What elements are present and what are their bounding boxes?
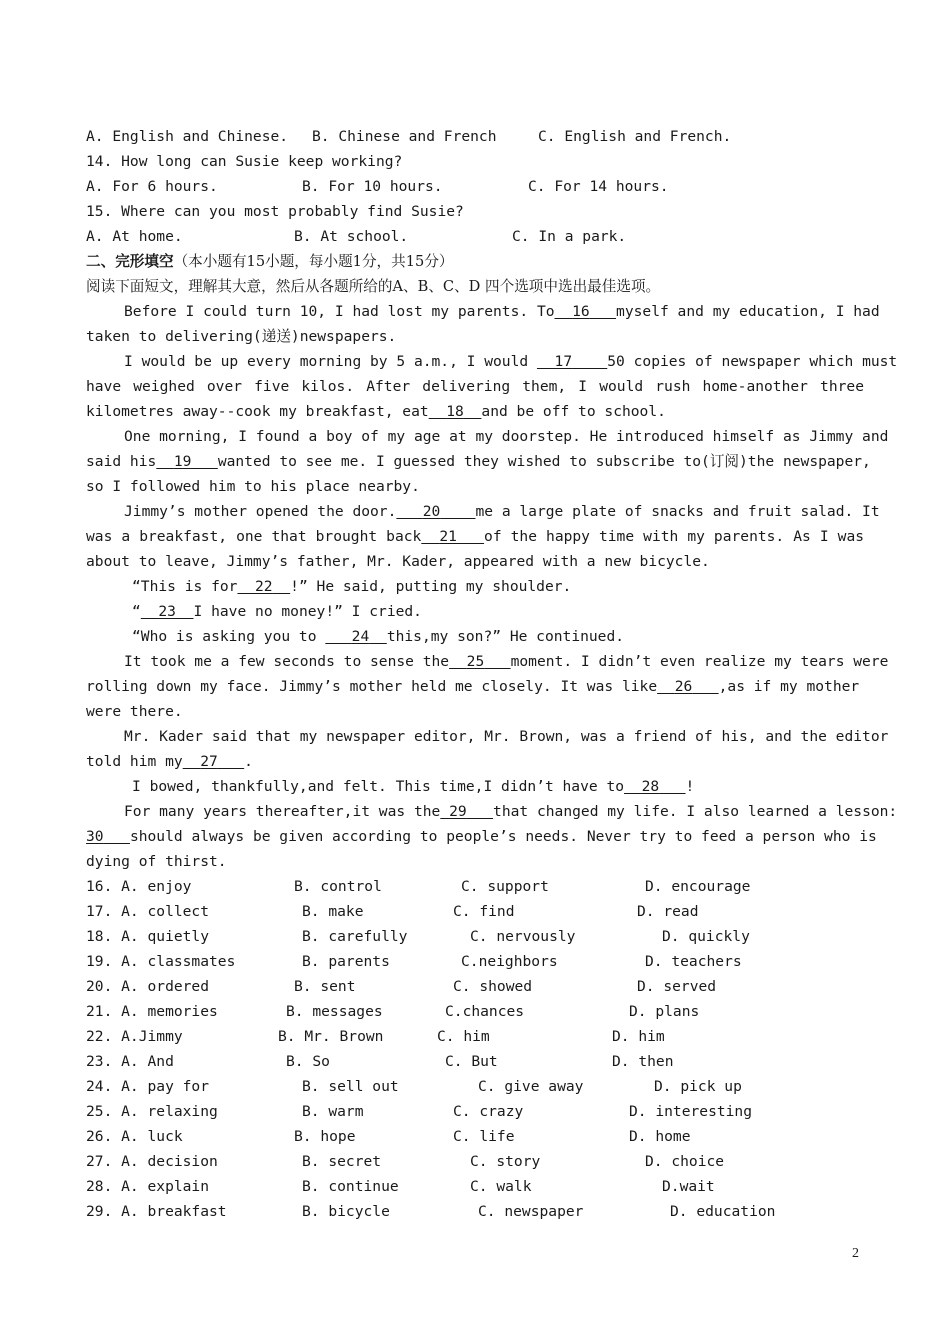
passage-line: dying of thirst. — [86, 853, 227, 870]
passage-line: was a breakfast, one that brought back 21 of the happy time with my parents. As I was — [86, 528, 865, 545]
section-title: 二、完形填空 — [86, 253, 174, 270]
blank-20: 20 — [422, 503, 441, 520]
passage-line: taken to delivering(递送)newspapers. — [86, 328, 397, 345]
option-row: 23. A. And B. So C. But D. then — [86, 1053, 674, 1070]
q15-option-c: C. In a park. — [512, 228, 627, 245]
option-row: 24. A. pay for B. sell out C. give away D. pick up — [86, 1078, 742, 1095]
q13-option-b: B. Chinese and French — [312, 128, 497, 145]
q14-option-c: C. For 14 hours. — [528, 178, 669, 195]
passage-line: “Who is asking you to 24 this,my son?” He continued. — [132, 628, 625, 645]
q13-option-a: A. English and Chinese. — [86, 128, 289, 145]
option-row: 26. A. luck B. hope C. life D. home — [86, 1128, 691, 1145]
passage-line: One morning, I found a boy of my age at my doorstep. He introduced himself as Jimmy and — [124, 428, 889, 445]
passage-line: so I followed him to his place nearby. — [86, 478, 420, 495]
passage-line: rolling down my face. Jimmy’s mother held me closely. It was like 26 ,as if my mother — [86, 678, 860, 695]
passage-line: Mr. Kader said that my newspaper editor, Mr. Brown, was a friend of his, and the editor — [124, 728, 889, 745]
blank-29: 29 — [449, 803, 467, 820]
passage-line: Jimmy’s mother opened the door. 20 me a large plate of snacks and fruit salad. It — [124, 503, 880, 520]
passage-line: It took me a few seconds to sense the 25 moment. I didn’t even realize my tears were — [124, 653, 889, 670]
q14-option-a: A. For 6 hours. — [86, 178, 218, 195]
q15-option-b: B. At school. — [294, 228, 409, 245]
q15-option-a: A. At home. — [86, 228, 183, 245]
passage-line: “This is for 22 !” He said, putting my shoulder. — [132, 578, 572, 595]
blank-17: 17 — [554, 353, 573, 370]
blank-30: 30 — [86, 828, 104, 845]
blank-26: 26 — [674, 678, 693, 695]
option-row: 20. A. ordered B. sent C. showed D. served — [86, 978, 717, 995]
option-row: 25. A. relaxing B. warm C. crazy D. interesting — [86, 1103, 753, 1120]
blank-28: 28 — [641, 778, 660, 795]
option-row: 16. A. enjoy B. control C. support D. encourage — [86, 878, 751, 895]
passage-line: I would be up every morning by 5 a.m., I would 17 50 copies of newspaper which must — [124, 353, 898, 370]
option-row: 22. A.Jimmy B. Mr. Brown C. him D. him — [86, 1028, 665, 1045]
passage-line: were there. — [86, 703, 183, 720]
section-heading — [86, 250, 864, 274]
blank-22: 22 — [255, 578, 273, 595]
option-row: 28. A. explain B. continue C. walk D.wait — [86, 1178, 715, 1195]
blank-16: 16 — [572, 303, 590, 320]
q14-question: 14. How long can Susie keep working? — [86, 153, 403, 170]
passage-line: about to leave, Jimmy’s father, Mr. Kader, appeared with a new bicycle. — [86, 553, 710, 570]
blank-25: 25 — [466, 653, 485, 670]
q15-options — [86, 225, 864, 249]
passage-line: Before I could turn 10, I had lost my parents. To 16 myself and my education, I had — [124, 303, 880, 320]
option-row: 27. A. decision B. secret C. story D. choice — [86, 1153, 725, 1170]
page-number: 2 — [852, 1246, 859, 1261]
option-row: 19. A. classmates B. parents C.neighbors D. teachers — [86, 953, 742, 970]
q15-question: 15. Where can you most probably find Susie? — [86, 203, 464, 220]
passage-line: have weighed over five kilos. After delivering them, I would rush home-another three — [86, 378, 864, 395]
option-row: 17. A. collect B. make C. find D. read — [86, 903, 699, 920]
blank-18: 18 — [446, 403, 464, 420]
passage-line: 30 should always be given according to people’s needs. Never try to feed a person who is — [86, 828, 877, 845]
q13-option-c: C. English and French. — [538, 128, 732, 145]
blank-24: 24 — [351, 628, 370, 645]
passage-line: said his 19 wanted to see me. I guessed they wished to subscribe to(订阅)the newspaper, — [86, 453, 871, 470]
q14-option-b: B. For 10 hours. — [302, 178, 443, 195]
section-note: （本小题有15小题，每小题1分，共15分） — [173, 253, 454, 270]
blank-23: 23 — [158, 603, 176, 620]
blank-21: 21 — [439, 528, 457, 545]
passage-line: told him my 27 . — [86, 753, 253, 770]
q13-options — [86, 125, 864, 149]
blank-19: 19 — [173, 453, 192, 470]
passage-line: kilometres away--cook my breakfast, eat 18 and be off to school. — [86, 403, 666, 420]
option-row: 29. A. breakfast B. bicycle C. newspaper D. education — [86, 1203, 776, 1220]
passage-line: For many years thereafter,it was the 29 that changed my life. I also learned a lesson: — [124, 803, 898, 820]
passage-line: “ 23 I have no money!” I cried. — [132, 603, 422, 620]
option-row: 18. A. quietly B. carefully C. nervously D. quickly — [86, 928, 750, 945]
section-instruction: 阅读下面短文，理解其大意，然后从各题所给的A、B、C、D 四个选项中选出最佳选项。 — [86, 278, 661, 295]
passage-line: I bowed, thankfully,and felt. This time,I didn’t have to 28 ! — [132, 778, 695, 795]
option-row: 21. A. memories B. messages C.chances D. plans — [86, 1003, 700, 1020]
q14-options — [86, 175, 864, 199]
blank-27: 27 — [200, 753, 218, 770]
